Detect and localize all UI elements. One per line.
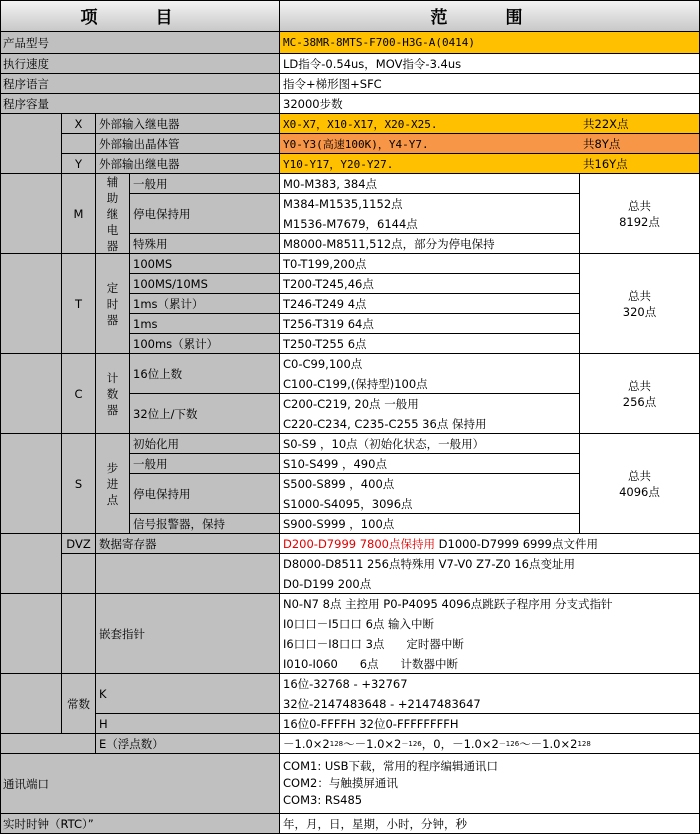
t-total-line: 总共 — [628, 288, 651, 303]
s-row-range: S900-S999 ，100点 — [280, 514, 580, 534]
nest-range — [280, 594, 700, 674]
rtc-value: 年，月，日，星期，小时，分钟，秒 — [280, 814, 700, 834]
c-row-name: 32位上/下数 — [130, 394, 280, 434]
t-row-name: 100ms（累计） — [130, 334, 280, 354]
c-row-line: C220-C234, C235-C255 36点 保持用 — [283, 416, 487, 431]
c-row-name: 16位上数 — [130, 354, 280, 394]
m-row-name: 停电保持用 — [130, 194, 280, 234]
s-code: S — [62, 434, 96, 534]
m-vert-1: 助 — [106, 190, 119, 205]
io-x-range: X0-X7，X10-X17，X20-X25. — [280, 114, 580, 134]
io-y2-range: Y10-Y17，Y20-Y27. — [280, 154, 580, 174]
c-code: C — [62, 354, 96, 434]
s-row-name: 初始化用 — [130, 434, 280, 454]
const-h-range: 16位0-FFFFH 32位0-FFFFFFFFH — [280, 714, 700, 734]
m-row-range — [280, 194, 580, 234]
t-blank — [0, 254, 62, 354]
c-vert-2: 器 — [106, 402, 119, 417]
const-e-range — [280, 734, 700, 754]
s-vert-2: 点 — [106, 492, 119, 507]
nest-line: I6口口－I8口口 3点 定时器中断 — [283, 636, 464, 651]
speed-value: LD指令-0.54us，MOV指令-3.4us — [280, 54, 700, 74]
s-row-name: 停电保持用 — [130, 474, 280, 514]
dvz-blank — [0, 534, 62, 594]
t-row-name: 100MS/10MS — [130, 274, 280, 294]
io-y1-range: Y0-Y3(高速100K)，Y4-Y7. — [280, 134, 580, 154]
model-value: MC-38MR-8MTS-F700-H3G-A(0414) — [280, 32, 700, 54]
comm-line: COM3: RS485 — [283, 793, 363, 807]
t-row-name: 1ms — [130, 314, 280, 334]
dvz-range-red: D200-D7999 7800点保持用 — [283, 536, 435, 551]
m-vert-2: 继 — [106, 206, 119, 221]
t-vert-2: 器 — [106, 312, 119, 327]
io-y1-total: 共8Y点 — [580, 134, 700, 154]
m-row-range: M8000-M8511,512点，部分为停电保持 — [280, 234, 580, 254]
m-row-range: M0-M383, 384点 — [280, 174, 580, 194]
t-total-line: 320点 — [622, 304, 657, 319]
rtc-label: 实时时钟（RTC）” — [0, 814, 280, 834]
dvz2-code — [62, 554, 96, 594]
m-blank — [0, 174, 62, 254]
const-e-name: E（浮点数） — [96, 734, 280, 754]
m-code: M — [62, 174, 96, 254]
c-total — [580, 354, 700, 434]
header-item: 项 目 — [0, 0, 280, 32]
m-row-line: M384-M1535,1152点 — [283, 196, 403, 211]
c-total-line: 总共 — [628, 378, 651, 393]
io-x-code: X — [62, 114, 96, 134]
dvz-name: 数据寄存器 — [96, 534, 280, 554]
const-label: 常数 — [62, 674, 96, 734]
const-e-blank — [0, 734, 96, 754]
nest-code — [62, 594, 96, 674]
nest-line: I010-I060 6点 计数器中断 — [283, 656, 459, 671]
t-row-range: T0-T199,200点 — [280, 254, 580, 274]
c-vert-0: 计 — [106, 370, 119, 385]
t-row-name: 100MS — [130, 254, 280, 274]
const-blank — [0, 674, 62, 734]
s-vert-0: 步 — [106, 460, 119, 475]
s-row-range: S10-S499 ，490点 — [280, 454, 580, 474]
nest-line: N0-N7 8点 主控用 P0-P4095 4096点跳跃子程序用 分支式指针 — [283, 596, 613, 611]
c-row-line: C0-C99,100点 — [283, 356, 363, 371]
io-x-name: 外部输入继电器 — [96, 114, 280, 134]
s-row-line: S500-S899 ，400点 — [283, 476, 395, 491]
io-blank — [0, 114, 62, 174]
s-row-range: S0-S9 ，10点（初始化状态，一般用） — [280, 434, 580, 454]
e-part: ，0，－1.0×2 — [421, 736, 499, 751]
dvz2-line: D8000-D8511 256点特殊用 V7-V0 Z7-Z0 16点变址用 — [283, 556, 575, 571]
e-exp: －126 — [498, 739, 520, 748]
s-blank — [0, 434, 62, 534]
c-row-range — [280, 394, 580, 434]
t-code: T — [62, 254, 96, 354]
io-y2-total: 共16Y点 — [580, 154, 700, 174]
dvz2-range — [280, 554, 700, 594]
const-k-range — [280, 674, 700, 714]
io-x-total: 共22X点 — [580, 114, 700, 134]
s-row-line: S1000-S4095，3096点 — [283, 496, 413, 511]
c-total-line: 256点 — [622, 394, 657, 409]
t-row-range: T200-T245,46点 — [280, 274, 580, 294]
e-exp: －126 — [401, 739, 422, 748]
dvz-range — [280, 534, 700, 554]
m-total — [580, 174, 700, 254]
const-h-name: H — [96, 714, 280, 734]
capacity-label: 程序容量 — [0, 94, 280, 114]
nest-name: 嵌套指针 — [96, 594, 280, 674]
t-vert-1: 时 — [106, 296, 119, 311]
s-row-name: 一般用 — [130, 454, 280, 474]
const-k-line: 16位-32768 - +32767 — [283, 676, 408, 691]
dvz-code: DVZ — [62, 534, 96, 554]
dvz-range-rest: D1000-D7999 6999点文件用 — [435, 536, 598, 551]
m-vert-3: 电 — [106, 222, 119, 237]
m-total-line: 8192点 — [619, 214, 660, 229]
t-total — [580, 254, 700, 354]
s-total-line: 总共 — [628, 468, 651, 483]
s-vert-1: 进 — [106, 476, 119, 491]
t-vert-label — [96, 254, 130, 354]
t-vert-0: 定 — [106, 280, 119, 295]
e-exp: 128 — [577, 739, 591, 748]
io-y1-name: 外部输出晶体管 — [96, 134, 280, 154]
t-row-name: 1ms（累计） — [130, 294, 280, 314]
speed-label: 执行速度 — [0, 54, 280, 74]
c-blank — [0, 354, 62, 434]
m-total-line: 总共 — [628, 198, 651, 213]
lang-label: 程序语言 — [0, 74, 280, 94]
c-row-line: C100-C199,(保持型)100点 — [283, 376, 428, 391]
m-row-name: 特殊用 — [130, 234, 280, 254]
const-k-line: 32位-2147483648 - +2147483647 — [283, 696, 481, 711]
io-y2-name: 外部输出继电器 — [96, 154, 280, 174]
m-vert-label — [96, 174, 130, 254]
t-row-range: T246-T249 4点 — [280, 294, 580, 314]
comm-label: 通讯端口 — [0, 754, 280, 814]
io-y1-code — [62, 134, 96, 154]
e-part: －1.0×2 — [283, 736, 330, 751]
c-vert-label — [96, 354, 130, 434]
t-row-range: T256-T319 64点 — [280, 314, 580, 334]
m-row-name: 一般用 — [130, 174, 280, 194]
comm-range — [280, 754, 700, 814]
capacity-value: 32000步数 — [280, 94, 700, 114]
c-vert-1: 数 — [106, 386, 119, 401]
e-part: ～－1.0×2 — [519, 736, 578, 751]
const-k-name: K — [96, 674, 280, 714]
c-row-line: C200-C219, 20点 一般用 — [283, 396, 419, 411]
io-y2-code: Y — [62, 154, 96, 174]
s-row-range — [280, 474, 580, 514]
e-exp: 128 — [329, 739, 344, 748]
nest-line: I0口口－I5口口 6点 输入中断 — [283, 616, 435, 631]
header-range: 范 围 — [280, 0, 700, 32]
lang-value: 指令+梯形图+SFC — [280, 74, 700, 94]
e-part: ～－1.0×2 — [343, 736, 402, 751]
dvz2-name — [96, 554, 280, 594]
m-vert-0: 辅 — [106, 174, 119, 189]
s-vert-label — [96, 434, 130, 534]
dvz2-line: D0-D199 200点 — [283, 576, 372, 591]
nest-blank — [0, 594, 62, 674]
s-row-name: 信号报警器，保持 — [130, 514, 280, 534]
model-label: 产品型号 — [0, 32, 280, 54]
m-row-line: M1536-M7679，6144点 — [283, 216, 418, 231]
m-vert-4: 器 — [106, 238, 119, 253]
s-total — [580, 434, 700, 534]
c-row-range — [280, 354, 580, 394]
t-row-range: T250-T255 6点 — [280, 334, 580, 354]
comm-line: COM1: USB下载，常用的程序编辑通讯口 — [283, 759, 498, 773]
s-total-line: 4096点 — [619, 484, 660, 499]
comm-line: COM2：与触摸屏通讯 — [283, 776, 398, 790]
